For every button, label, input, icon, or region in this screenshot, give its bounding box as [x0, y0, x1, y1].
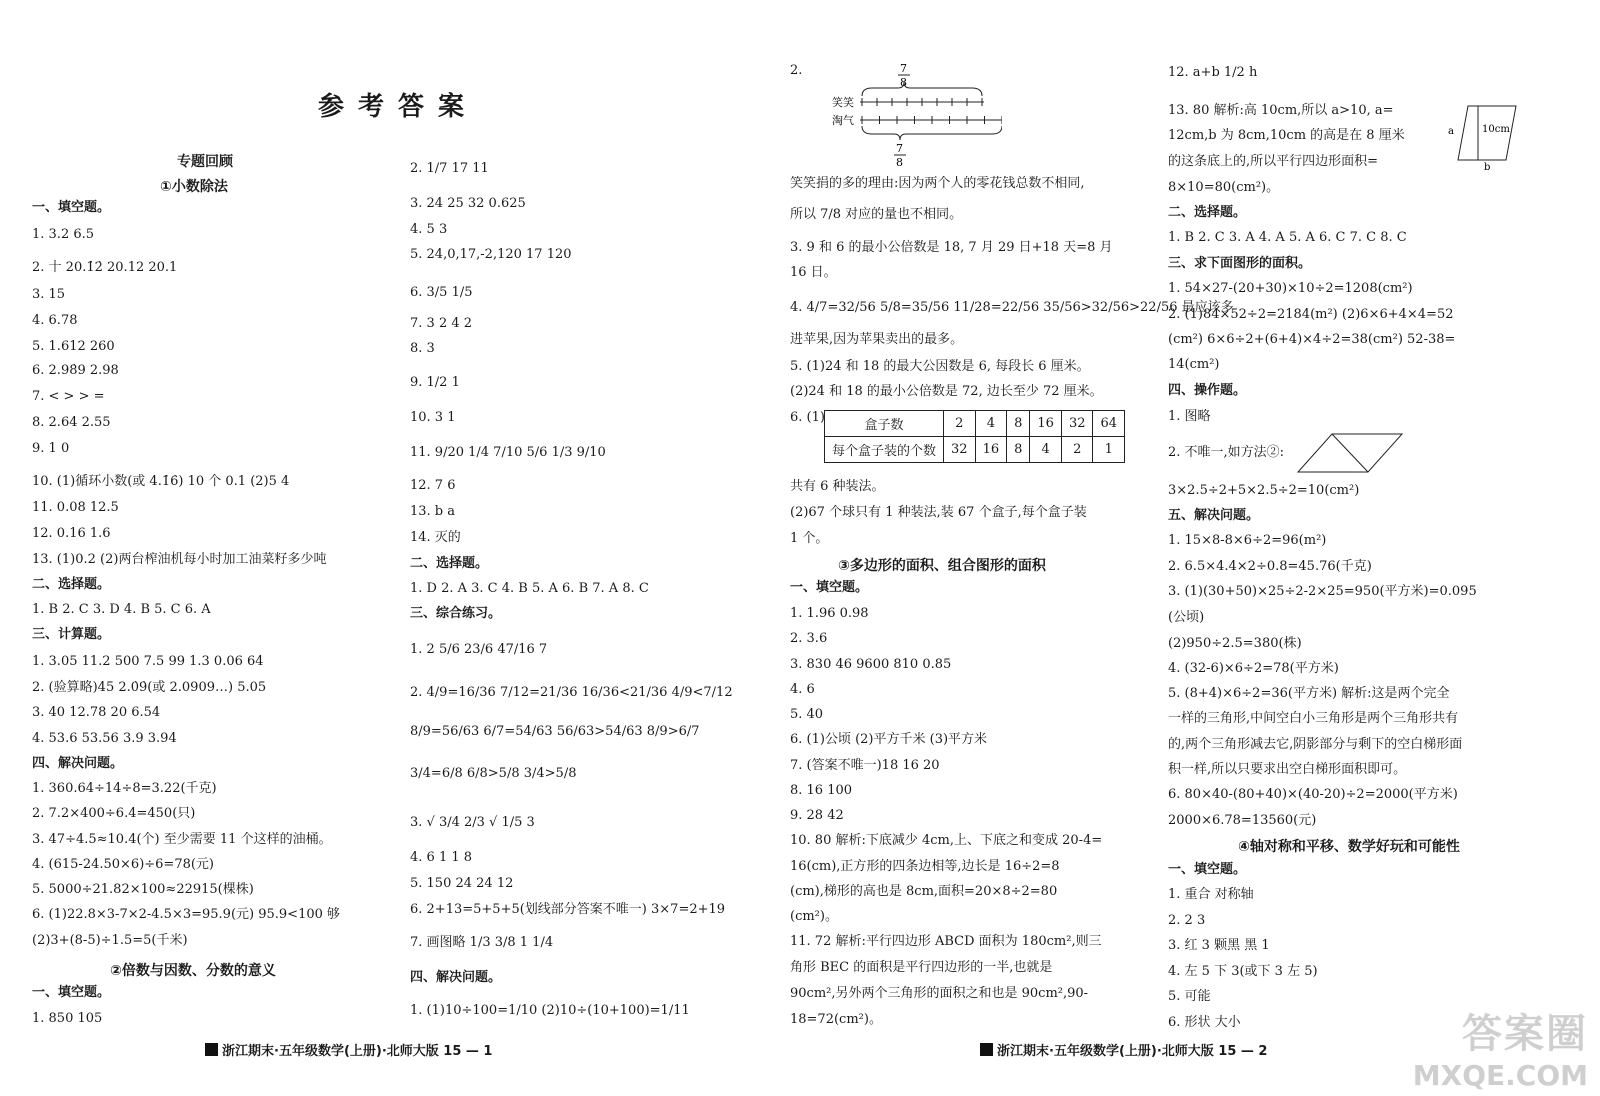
- answer-line: 16(cm),正方形的四条边相等,边长是 16÷2=8: [790, 859, 1060, 874]
- answer-line: 积一样,所以只要求出空白梯形面积即可。: [1168, 762, 1407, 777]
- answer-line: 2. (验算略)45 2.0̇9̇(或 2.0909…) 5.05: [32, 680, 267, 695]
- answer-line: 7. 画图略 1/3 3/8 1 1/4: [410, 935, 554, 950]
- answer-line: 6. (1): [790, 410, 825, 425]
- answer-line: 五、解决问题。: [1168, 508, 1260, 523]
- answer-line: 1. 图略: [1168, 409, 1211, 424]
- answer-line: 4. 53.6 53.56 3.9 3.94: [32, 731, 177, 746]
- answer-line: 18=72(cm²)。: [790, 1012, 882, 1027]
- answer-line: 2000×6.78=13560(元): [1168, 813, 1317, 828]
- answer-line: 9. 1/2 1: [410, 375, 460, 390]
- answer-line: 5. 可能: [1168, 989, 1211, 1004]
- answer-line: 7. 3 2 4 2: [410, 316, 473, 331]
- answer-line: 进苹果,因为苹果卖出的最多。: [790, 332, 964, 347]
- label-a: a: [1448, 126, 1454, 137]
- answer-line: 3. 红 3 颗黑 黑 1: [1168, 938, 1270, 953]
- answer-line: 6. (1)公顷 (2)平方千米 (3)平方米: [790, 732, 988, 747]
- answer-line: (公顷): [1168, 610, 1205, 625]
- footer-text: 浙江期末·五年级数学(上册)·北师大版 15 — 2: [997, 1044, 1268, 1059]
- answer-line: 16 日。: [790, 265, 837, 280]
- watermark: [1413, 1002, 1588, 1092]
- answer-line: 1. 15×8-8×6÷2=96(m²): [1168, 533, 1327, 548]
- logo-icon: [980, 1043, 993, 1056]
- answer-line: 6. 2.98̇9 2.98: [32, 363, 119, 378]
- answer-line: 2. (1)84×52÷2=2184(m²) (2)6×6+4×4=52: [1168, 307, 1454, 322]
- answer-line: 7. < > > =: [32, 389, 105, 404]
- answer-line: 3. 830 46 9600 810 0.85: [790, 657, 952, 672]
- answer-line: 5. 1.612 260: [32, 339, 115, 354]
- answer-line: 14. 灭的: [410, 530, 461, 545]
- table-cell: 32: [944, 437, 976, 463]
- answer-line: 7. (答案不唯一)18 16 20: [790, 758, 940, 773]
- answer-line: (2)24 和 18 的最小公倍数是 72, 边长至少 72 厘米。: [790, 384, 1103, 399]
- answer-line: 6. (1)22.8×3-7×2-4.5×3=95.9(元) 95.9<100 够: [32, 907, 341, 922]
- answer-line: 3. √ 3/4 2/3 √ 1/5 3: [410, 815, 535, 830]
- answer-line: (cm²)。: [790, 909, 838, 924]
- answer-line: 2. 4/9=16/36 7/12=21/36 16/36<21/36 4/9<7/12: [410, 685, 733, 700]
- answer-line: 8/9=56/63 6/7=54/63 56/63>54/63 8/9>6/7: [410, 724, 700, 739]
- answer-line: 9. 1 0: [32, 441, 70, 456]
- answer-line: 14(cm²): [1168, 357, 1220, 372]
- answer-line: 3. 15: [32, 287, 66, 302]
- answer-line: 角形 BEC 的面积是平行四边形的一半,也就是: [790, 960, 1053, 975]
- answer-line: 3. 9 和 6 的最小公倍数是 18, 7 月 29 日+18 天=8 月: [790, 240, 1113, 255]
- answer-line: 5. 5000÷21.82×100≈22915(棵株): [32, 882, 254, 897]
- answer-line: (2)67 个球只有 1 种装法,装 67 个盒子,每个盒子装: [790, 505, 1087, 520]
- answer-line: 5. (1)24 和 18 的最大公因数是 6, 每段长 6 厘米。: [790, 359, 1090, 374]
- answer-line: 1. 54×27-(20+30)×10÷2=1208(cm²): [1168, 281, 1413, 296]
- answer-line: 6. 2+13=5+5+5(划线部分答案不唯一) 3×7=2+19: [410, 902, 726, 917]
- answer-line: 2. 7.2×400÷6.4=450(只): [32, 806, 196, 821]
- label-b: b: [1484, 162, 1491, 170]
- top-frac-num: 7: [900, 62, 907, 75]
- answer-line: 3. 47÷4.5≈10.4(个) 至少需要 11 个这样的油桶。: [32, 832, 332, 847]
- answer-line: 4. 左 5 下 3(或下 3 左 5): [1168, 964, 1318, 979]
- answer-line: 一样的三角形,中间空白小三角形是两个三角形共有: [1168, 711, 1459, 726]
- answer-line: 10. 3 1: [410, 410, 456, 425]
- answer-line: 6. 80×40-(80+40)×(40-20)÷2=2000(平方米): [1168, 787, 1458, 802]
- boxes-table-wrap: [824, 410, 1125, 463]
- answer-line: 1. 850 105: [32, 1011, 103, 1026]
- footer-text: 浙江期末·五年级数学(上册)·北师大版 15 — 1: [222, 1044, 493, 1059]
- subsection-heading: ③多边形的面积、组合图形的面积: [838, 558, 1046, 574]
- answer-line: 四、操作题。: [1168, 383, 1247, 398]
- answer-line: 所以 7/8 对应的量也不相同。: [790, 207, 963, 222]
- answer-line: (cm),梯形的高也是 8cm,面积=20×8÷2=80: [790, 884, 1058, 899]
- answer-line: 4. 6.78: [32, 313, 78, 328]
- answer-line: 2. 3.6: [790, 631, 828, 646]
- answer-line: 一、填空题。: [1168, 862, 1247, 877]
- answer-line: 1. D 2. A 3. C 4. B 5. A 6. B 7. A 8. C: [410, 581, 649, 596]
- watermark-bottom: MXQE.COM: [1412, 1059, 1588, 1092]
- row-label-taoqi: 淘气: [832, 114, 854, 127]
- answer-line: 12. 0.16 1.6: [32, 526, 111, 541]
- label-10cm: 10cm: [1482, 124, 1510, 135]
- answer-line: 3×2.5÷2+5×2.5÷2=10(cm²): [1168, 483, 1360, 498]
- table-row: [825, 437, 1125, 463]
- table-cell: 2: [944, 411, 976, 437]
- answer-line: 三、计算题。: [32, 627, 111, 642]
- answer-line: 10. 80 解析:下底减少 4cm,上、下底之和变成 20-4=: [790, 833, 1103, 848]
- page-title: 参考答案: [318, 92, 479, 122]
- answer-line: 3. (1)(30+50)×25÷2-2×25=950(平方米)=0.095: [1168, 584, 1477, 599]
- table-cell: 16: [975, 437, 1007, 463]
- table-cell: 32: [1061, 411, 1093, 437]
- answer-line: 1. 2 5/6 23/6 47/16 7: [410, 642, 548, 657]
- table-cell: 4: [975, 411, 1007, 437]
- bottom-frac-den: 8: [896, 156, 903, 169]
- boxes-table: [824, 410, 1125, 463]
- answer-line: 四、解决问题。: [410, 970, 502, 985]
- answer-line: 1. (1)10÷100=1/10 (2)10÷(10+100)=1/11: [410, 1003, 690, 1018]
- answer-line: 1 个。: [790, 531, 829, 546]
- watermark-top: 答案圈: [1462, 1011, 1588, 1057]
- answer-line: 3. 24 25 32 0.625: [410, 196, 526, 211]
- answer-line: 二、选择题。: [1168, 205, 1247, 220]
- page-footer-left: [205, 1040, 492, 1059]
- table-cell-header: 盒子数: [825, 411, 944, 437]
- table-cell: 8: [1007, 411, 1030, 437]
- answer-line: 4. 4/7=32/56 5/8=35/56 11/28=22/56 35/56>32/56>22/56 最应该多: [790, 300, 1234, 315]
- row-label-xiaoxiao: 笑笑: [832, 96, 854, 109]
- answer-line: 二、选择题。: [32, 577, 111, 592]
- answer-line: 12. 7 6: [410, 478, 456, 493]
- answer-line: 1. 1.96 0.98: [790, 606, 869, 621]
- answer-line: 4. 5 3: [410, 222, 448, 237]
- table-cell-header: 每个盒子装的个数: [825, 437, 944, 463]
- answer-line: 三、综合练习。: [410, 606, 502, 621]
- answer-line: 共有 6 种装法。: [790, 479, 885, 494]
- answer-line: 1. 3.2 6.5: [32, 227, 95, 242]
- answer-line: 12cm,b 为 8cm,10cm 的高是在 8 厘米: [1168, 128, 1405, 143]
- answer-line: 12. a+b 1/2 h: [1168, 65, 1258, 80]
- answer-line: 10. (1)循环小数(或 4.1̇6̇) 10 个 0.1 (2)5 4: [32, 474, 290, 489]
- table-cell: 1: [1093, 437, 1125, 463]
- answer-line: 三、求下面图形的面积。: [1168, 256, 1312, 271]
- answer-line: 4. 6 1 1 8: [410, 850, 473, 865]
- parallelogram-figure: [1448, 100, 1518, 170]
- table-cell: 4: [1030, 437, 1062, 463]
- answer-line: 1. 360.64÷14÷8=3.22(千克): [32, 781, 217, 796]
- answer-line: 11. 0.08 12.5: [32, 500, 119, 515]
- table-cell: 16: [1030, 411, 1062, 437]
- answer-line: 5. 40: [790, 707, 824, 722]
- answer-line: 8. 3: [410, 341, 435, 356]
- bottom-frac-num: 7: [896, 142, 903, 155]
- subsection-heading: ④轴对称和平移、数学好玩和可能性: [1238, 839, 1460, 855]
- answer-line: 2. 1/7 17 11: [410, 161, 489, 176]
- answer-line: (2)3+(8-5)÷1.5=5(千米): [32, 933, 188, 948]
- answer-line: 8×10=80(cm²)。: [1168, 180, 1280, 195]
- answer-line: (2)950÷2.5=380(株): [1168, 636, 1302, 651]
- answer-line: 一、填空题。: [32, 200, 111, 215]
- operation-figure: [1296, 430, 1406, 476]
- answer-line: 6. 3/5 1/5: [410, 285, 473, 300]
- answer-line: 13. 80 解析:高 10cm,所以 a>10, a=: [1168, 103, 1394, 118]
- table-cell: 2: [1061, 437, 1093, 463]
- answer-line: 3/4=6/8 6/8>5/8 3/4>5/8: [410, 766, 577, 781]
- answer-line: 5. 150 24 24 12: [410, 876, 514, 891]
- answer-line: 1. 重合 对称轴: [1168, 887, 1254, 902]
- top-frac-den: 8: [900, 76, 907, 89]
- answer-line: 一、填空题。: [32, 985, 111, 1000]
- answer-line: 2. 2 3: [1168, 913, 1206, 928]
- subsection-heading-2: ②倍数与因数、分数的意义: [110, 963, 276, 979]
- answer-line: 2. 十 20.1̇2̇ 20.12 20.1: [32, 260, 178, 275]
- answer-line: 5. (8+4)×6÷2=36(平方米) 解析:这是两个完全: [1168, 686, 1450, 701]
- answer-line: 3. 40 12.78 20 6.54: [32, 705, 161, 720]
- answer-line: 2. 6.5×4.4×2÷0.8=45.76(千克): [1168, 559, 1372, 574]
- answer-line: 的这条底上的,所以平行四边形面积=: [1168, 154, 1379, 169]
- page-footer-right: [980, 1040, 1267, 1059]
- answer-line: 4. (32-6)×6÷2=78(平方米): [1168, 661, 1339, 676]
- answer-line: 13. (1)0.2 (2)两台榨油机每小时加工油菜籽多少吨: [32, 552, 327, 567]
- segment-diagram: [832, 60, 1002, 170]
- answer-line: 4. (615-24.50×6)÷6=78(元): [32, 857, 215, 872]
- answer-line: 一、填空题。: [790, 580, 869, 595]
- table-row: [825, 411, 1125, 437]
- answer-line: 8. 16 100: [790, 783, 853, 798]
- answer-line: 11. 72 解析:平行四边形 ABCD 面积为 180cm²,则三: [790, 934, 1102, 949]
- table-cell: 64: [1093, 411, 1125, 437]
- table-cell: 8: [1007, 437, 1030, 463]
- answer-line: 4. 6: [790, 682, 815, 697]
- answer-line: 的,两个三角形减去它,阴影部分与剩下的空白梯形面: [1168, 737, 1463, 752]
- section-heading: 专题回顾: [177, 154, 233, 170]
- answer-line: 四、解决问题。: [32, 756, 124, 771]
- answer-line: 90cm²,另外两个三角形的面积之和也是 90cm²,90-: [790, 986, 1089, 1001]
- answer-line: 1. B 2. C 3. D 4. B 5. C 6. A: [32, 602, 211, 617]
- answer-line: (cm²) 6×6÷2+(6+4)×4÷2=38(cm²) 52-38=: [1168, 332, 1456, 347]
- answer-line: 9. 28 42: [790, 808, 844, 823]
- answer-line: 1. 3.05 11.2 500 7.5 99 1.3 0.06 64: [32, 654, 264, 669]
- answer-line: 2. 不唯一,如方法②:: [1168, 445, 1285, 460]
- answer-line: 8. 2.64 2.55: [32, 415, 111, 430]
- answer-line: 笑笑捐的多的理由:因为两个人的零花钱总数不相同,: [790, 176, 1085, 191]
- answer-line: 13. b a: [410, 504, 456, 519]
- answer-line: 1. B 2. C 3. A 4. A 5. A 6. C 7. C 8. C: [1168, 230, 1407, 245]
- logo-icon: [205, 1043, 218, 1056]
- answer-line: 二、选择题。: [410, 556, 489, 571]
- subsection-heading: ①小数除法: [160, 179, 228, 195]
- answer-line: 11. 9/20 1/4 7/10 5/6 1/3 9/10: [410, 445, 606, 460]
- right-page: [790, 0, 1600, 1096]
- answer-line: 2.: [790, 63, 803, 78]
- answer-line: 5. 24,0,17,-2,120 17 120: [410, 247, 572, 262]
- answer-line: 6. 形状 大小: [1168, 1015, 1241, 1030]
